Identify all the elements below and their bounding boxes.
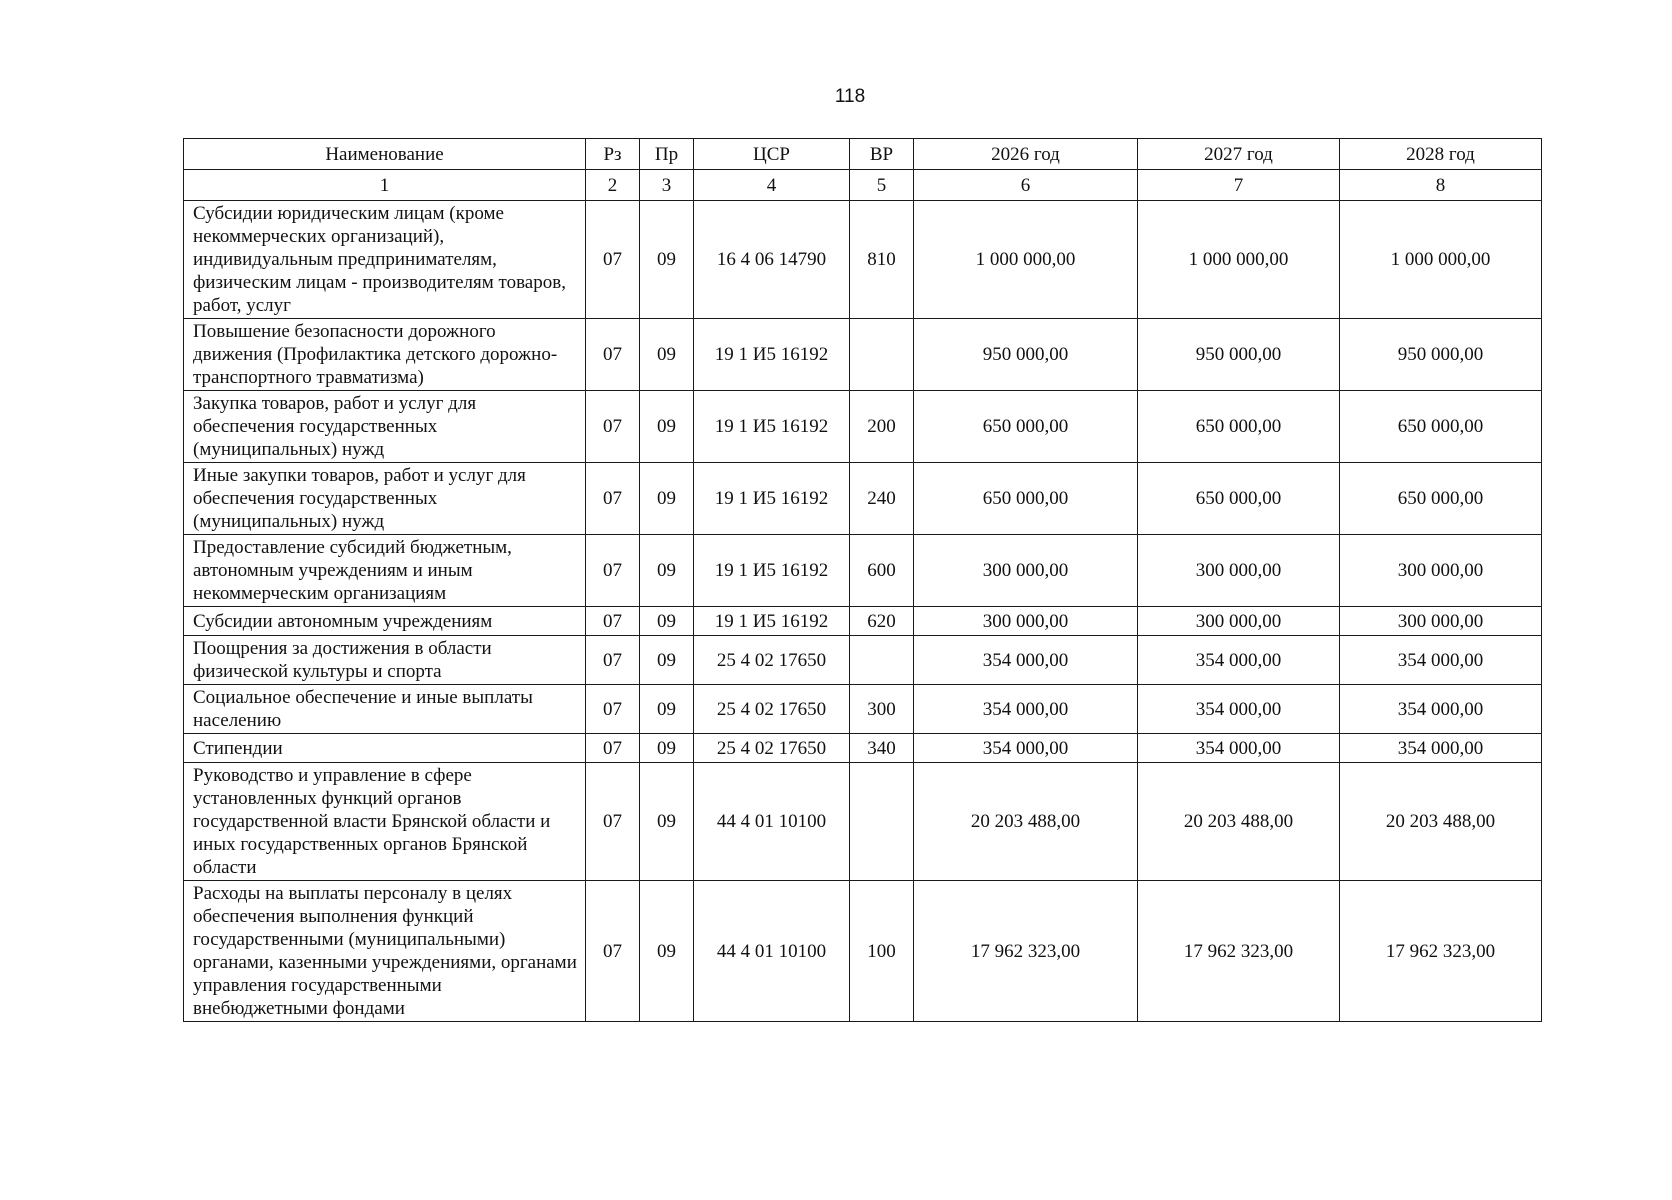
header-rz: Рз (586, 139, 640, 170)
cell-year-2027: 300 000,00 (1138, 607, 1340, 636)
cell-pr: 09 (640, 881, 694, 1022)
cell-year-2026: 17 962 323,00 (914, 881, 1138, 1022)
cell-year-2026: 300 000,00 (914, 535, 1138, 607)
table-row (184, 535, 1542, 607)
cell-csr: 19 1 И5 16192 (694, 607, 850, 636)
table-row (184, 636, 1542, 685)
table-row (184, 763, 1542, 881)
cell-year-2028: 950 000,00 (1340, 319, 1542, 391)
cell-vr: 200 (850, 391, 914, 463)
table-header-row (184, 139, 1542, 170)
cell-year-2026: 1 000 000,00 (914, 201, 1138, 319)
column-number: 7 (1138, 170, 1340, 201)
table-row (184, 607, 1542, 636)
cell-name: Субсидии юридическим лицам (кроме некоммерческих организаций), индивидуальным предпринимателям, физическим лицам - производителям товаров, работ, услуг (184, 201, 586, 319)
cell-rz: 07 (586, 881, 640, 1022)
cell-vr: 620 (850, 607, 914, 636)
cell-pr: 09 (640, 636, 694, 685)
column-number: 8 (1340, 170, 1542, 201)
table-row (184, 881, 1542, 1022)
cell-year-2027: 20 203 488,00 (1138, 763, 1340, 881)
cell-name: Повышение безопасности дорожного движения (Профилактика детского дорожно-транспортного травматизма) (184, 319, 586, 391)
cell-vr: 600 (850, 535, 914, 607)
cell-csr: 19 1 И5 16192 (694, 463, 850, 535)
cell-pr: 09 (640, 734, 694, 763)
cell-name: Предоставление субсидий бюджетным, автономным учреждениям и иным некоммерческим организациям (184, 535, 586, 607)
table-row (184, 319, 1542, 391)
cell-year-2027: 300 000,00 (1138, 535, 1340, 607)
cell-rz: 07 (586, 535, 640, 607)
cell-year-2026: 354 000,00 (914, 685, 1138, 734)
cell-year-2027: 650 000,00 (1138, 463, 1340, 535)
cell-rz: 07 (586, 685, 640, 734)
cell-year-2027: 354 000,00 (1138, 685, 1340, 734)
cell-pr: 09 (640, 535, 694, 607)
cell-year-2026: 20 203 488,00 (914, 763, 1138, 881)
cell-pr: 09 (640, 607, 694, 636)
cell-pr: 09 (640, 201, 694, 319)
cell-year-2026: 650 000,00 (914, 463, 1138, 535)
page-number: 118 (834, 86, 866, 107)
cell-vr: 340 (850, 734, 914, 763)
column-number: 6 (914, 170, 1138, 201)
cell-csr: 44 4 01 10100 (694, 881, 850, 1022)
cell-year-2026: 354 000,00 (914, 636, 1138, 685)
cell-rz: 07 (586, 463, 640, 535)
cell-year-2027: 354 000,00 (1138, 734, 1340, 763)
cell-vr: 240 (850, 463, 914, 535)
column-number: 4 (694, 170, 850, 201)
cell-year-2028: 300 000,00 (1340, 607, 1542, 636)
cell-year-2028: 17 962 323,00 (1340, 881, 1542, 1022)
cell-name: Закупка товаров, работ и услуг для обеспечения государственных (муниципальных) нужд (184, 391, 586, 463)
cell-year-2028: 1 000 000,00 (1340, 201, 1542, 319)
cell-csr: 19 1 И5 16192 (694, 535, 850, 607)
header-vr: ВР (850, 139, 914, 170)
cell-pr: 09 (640, 763, 694, 881)
table-row (184, 463, 1542, 535)
cell-pr: 09 (640, 463, 694, 535)
cell-year-2028: 650 000,00 (1340, 463, 1542, 535)
cell-name: Поощрения за достижения в области физической культуры и спорта (184, 636, 586, 685)
cell-name: Расходы на выплаты персоналу в целях обеспечения выполнения функций государственными (муниципальными) органами, казенными учреждениями, органами управления государственными внебюджетными фондами (184, 881, 586, 1022)
cell-pr: 09 (640, 685, 694, 734)
cell-vr: 300 (850, 685, 914, 734)
cell-rz: 07 (586, 763, 640, 881)
cell-year-2027: 650 000,00 (1138, 391, 1340, 463)
column-number: 2 (586, 170, 640, 201)
cell-name: Социальное обеспечение и иные выплаты населению (184, 685, 586, 734)
cell-year-2028: 300 000,00 (1340, 535, 1542, 607)
cell-pr: 09 (640, 391, 694, 463)
cell-rz: 07 (586, 391, 640, 463)
header-year-2027: 2027 год (1138, 139, 1340, 170)
cell-name: Стипендии (184, 734, 586, 763)
cell-vr: 810 (850, 201, 914, 319)
cell-csr: 16 4 06 14790 (694, 201, 850, 319)
cell-vr: 100 (850, 881, 914, 1022)
header-name: Наименование (184, 139, 586, 170)
cell-vr (850, 319, 914, 391)
table-row (184, 734, 1542, 763)
cell-year-2027: 950 000,00 (1138, 319, 1340, 391)
cell-name: Субсидии автономным учреждениям (184, 607, 586, 636)
cell-year-2027: 354 000,00 (1138, 636, 1340, 685)
cell-csr: 25 4 02 17650 (694, 734, 850, 763)
cell-csr: 25 4 02 17650 (694, 685, 850, 734)
budget-table (183, 138, 1542, 1022)
cell-rz: 07 (586, 319, 640, 391)
header-year-2026: 2026 год (914, 139, 1138, 170)
cell-year-2026: 650 000,00 (914, 391, 1138, 463)
table-body (184, 201, 1542, 1022)
cell-csr: 19 1 И5 16192 (694, 391, 850, 463)
cell-pr: 09 (640, 319, 694, 391)
header-pr: Пр (640, 139, 694, 170)
cell-year-2027: 1 000 000,00 (1138, 201, 1340, 319)
cell-rz: 07 (586, 607, 640, 636)
cell-name: Руководство и управление в сфере установленных функций органов государственной власти Брянской области и иных государственных органов Брянской области (184, 763, 586, 881)
cell-name: Иные закупки товаров, работ и услуг для обеспечения государственных (муниципальных) нужд (184, 463, 586, 535)
table-row (184, 201, 1542, 319)
column-number: 5 (850, 170, 914, 201)
cell-year-2028: 650 000,00 (1340, 391, 1542, 463)
cell-csr: 44 4 01 10100 (694, 763, 850, 881)
cell-rz: 07 (586, 734, 640, 763)
header-csr: ЦСР (694, 139, 850, 170)
cell-year-2028: 354 000,00 (1340, 734, 1542, 763)
table-row (184, 685, 1542, 734)
cell-year-2028: 354 000,00 (1340, 685, 1542, 734)
cell-year-2026: 300 000,00 (914, 607, 1138, 636)
table-row (184, 391, 1542, 463)
cell-year-2028: 20 203 488,00 (1340, 763, 1542, 881)
cell-year-2026: 950 000,00 (914, 319, 1138, 391)
column-number: 3 (640, 170, 694, 201)
cell-year-2026: 354 000,00 (914, 734, 1138, 763)
header-year-2028: 2028 год (1340, 139, 1542, 170)
cell-vr (850, 763, 914, 881)
cell-year-2027: 17 962 323,00 (1138, 881, 1340, 1022)
cell-rz: 07 (586, 636, 640, 685)
cell-year-2028: 354 000,00 (1340, 636, 1542, 685)
column-number: 1 (184, 170, 586, 201)
cell-vr (850, 636, 914, 685)
table-column-numbers-row (184, 170, 1542, 201)
cell-csr: 19 1 И5 16192 (694, 319, 850, 391)
cell-rz: 07 (586, 201, 640, 319)
cell-csr: 25 4 02 17650 (694, 636, 850, 685)
